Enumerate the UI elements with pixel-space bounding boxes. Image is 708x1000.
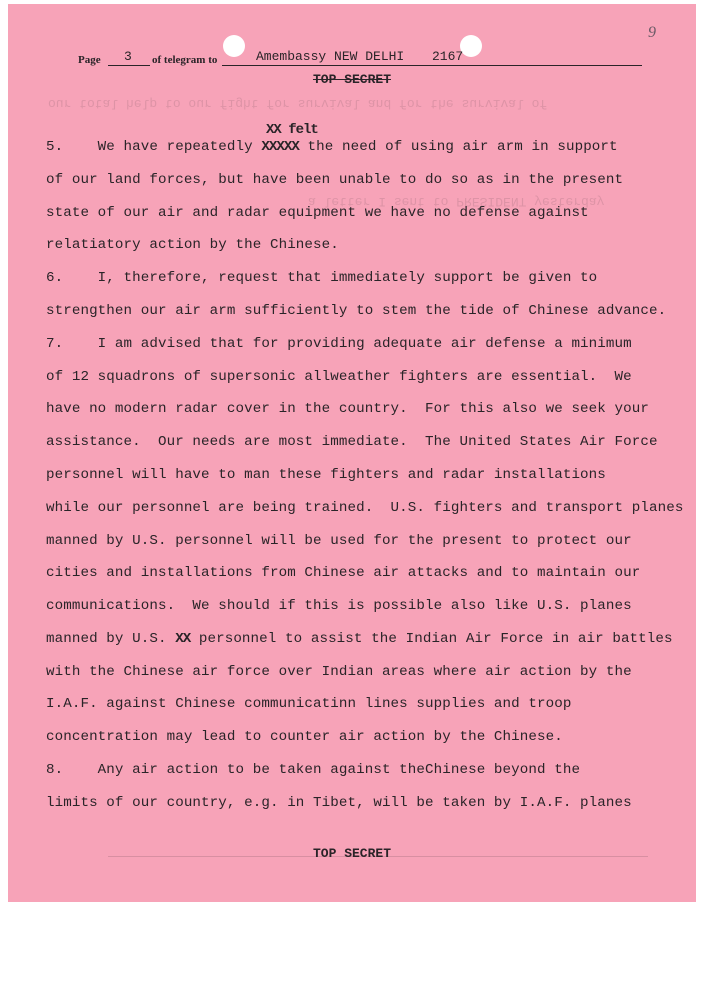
body-line: relatiatory action by the Chinese. — [46, 237, 339, 253]
body-line: personnel will have to man these fighters and radar installations — [46, 467, 606, 483]
body-line: with the Chinese air force over Indian areas where air action by the — [46, 664, 632, 680]
body-line: state of our air and radar equipment we have no defense against — [46, 205, 589, 221]
struck-out-text: XXXXX — [261, 139, 299, 155]
body-line: while our personnel are being trained. U.S. fighters and transport planes — [46, 500, 684, 516]
body-line: have no modern radar cover in the country. For this also we seek your — [46, 401, 649, 417]
body-line: of 12 squadrons of supersonic allweather fighters are essential. We — [46, 369, 632, 385]
telegram-page — [8, 4, 696, 902]
body-line: concentration may lead to counter air action by the Chinese. — [46, 729, 563, 745]
page-rule — [108, 65, 150, 66]
struck-out-text: XX — [175, 631, 191, 647]
body-line — [46, 139, 618, 155]
classification-bottom: TOP SECRET — [312, 846, 391, 861]
body-line: 8. Any air action to be taken against theChinese beyond the — [46, 762, 581, 778]
recipient: Amembassy NEW DELHI — [256, 49, 405, 64]
body-line: limits of our country, e.g. in Tibet, will be taken by I.A.F. planes — [46, 795, 632, 811]
body-line: manned by U.S. personnel will be used for the present to protect our — [46, 533, 632, 549]
page-label: Page — [78, 54, 101, 66]
body-line: communications. We should if this is possible also like U.S. planes — [46, 598, 632, 614]
body-line: cities and installations from Chinese air attacks and to maintain our — [46, 565, 641, 581]
bleed-through-text-2: a letter I sent to PRESIDENT yesterday — [308, 194, 605, 209]
classification-top: TOP SECRET — [312, 72, 391, 87]
line-text: the need of using air arm in support — [298, 139, 618, 155]
line-text: 5. We have repeatedly — [46, 139, 262, 155]
body-line: 7. I am advised that for providing adequate air defense a minimum — [46, 336, 632, 352]
body-line — [46, 631, 673, 647]
telegram-number: 2167 — [432, 49, 464, 64]
body-line: 6. I, therefore, request that immediately support be given to — [46, 270, 598, 286]
line-text: personnel to assist the Indian Air Force in air battles — [190, 631, 673, 647]
handwritten-page-number: 9 — [648, 24, 656, 41]
telegram-header — [78, 48, 642, 68]
of-telegram-label: of telegram to — [152, 54, 218, 66]
body-line: I.A.F. against Chinese communicatinn lines supplies and troop — [46, 696, 572, 712]
body-line: assistance. Our needs are most immediate. The United States Air Force — [46, 434, 658, 450]
page-number: 3 — [124, 49, 132, 64]
insertion-text: XX felt — [266, 122, 318, 138]
body-line: strengthen our air arm sufficiently to stem the tide of Chinese advance. — [46, 303, 667, 319]
bleed-through-text: our total help to our fight for survival and for the survival of — [48, 96, 548, 111]
body-line: of our land forces, but have been unable to do so as in the present — [46, 172, 624, 188]
line-text: manned by U.S. — [46, 631, 176, 647]
recipient-rule — [222, 65, 642, 66]
handwritten-insertion — [266, 122, 318, 138]
